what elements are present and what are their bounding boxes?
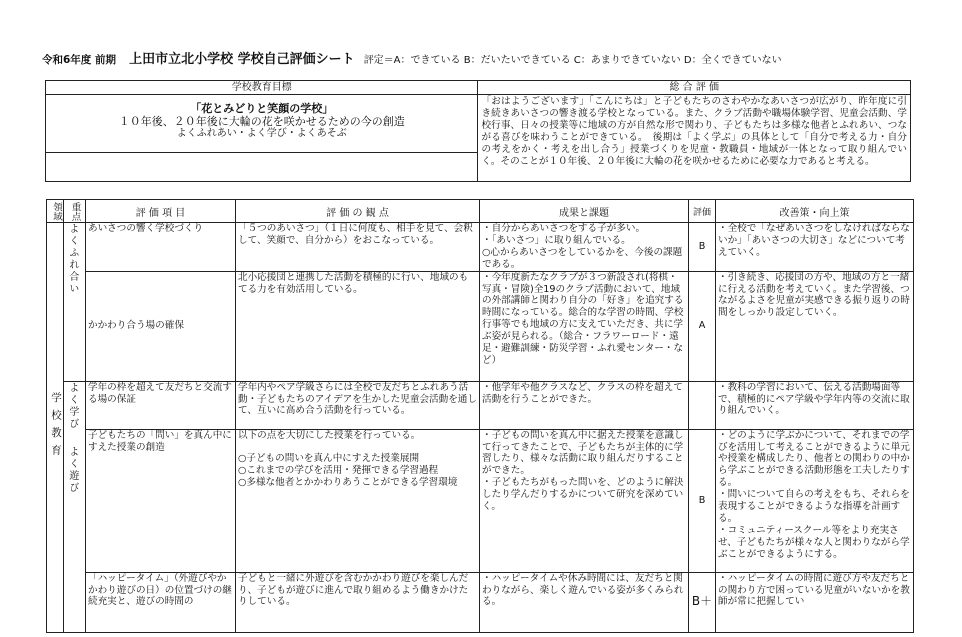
- grade-cell: B＋: [689, 572, 716, 632]
- improve-cell: ・全校で「なぜあいさつをしなければならないか」「あいさつの大切さ」などについて考えていく。: [716, 223, 914, 272]
- table-row: [47, 271, 914, 381]
- school-goal-cell: [46, 95, 478, 153]
- result-cell: ・自分からあいさつをする子が多い。 ・「あいさつ」に取り組んでいる。 ○心からあいさつをしているかを、今後の課題である。: [480, 223, 689, 272]
- grade-cell: A: [689, 271, 716, 381]
- improve-cell: ・引き続き、応援団の方や、地域の方と一緒に行える活動を考えていく。また学習後、つながるよさを児童が実感できる振り返りの時間をしっかり設定していく。: [716, 271, 914, 381]
- goal-evaluation-table: [45, 80, 911, 182]
- viewpoint-cell: 北小応援団と連携した活動を積極的に行い、地域のもてる力を有効活用している。: [236, 271, 480, 381]
- improve-cell: ・ハッピータイムの時間に遊び方や友だちとの関わり方で困っている児童がいないかを教師が常に把握してい: [716, 572, 914, 632]
- result-cell: ・他学年や他クラスなど、クラスの枠を超えて活動を行うことができた。: [480, 381, 689, 429]
- school-motto-sub: １０年後、２０年後に大輪の花を咲かせるための今の創造: [118, 114, 405, 128]
- overall-eval-header: 総 合 評 価: [478, 81, 911, 95]
- evaluation-table: [46, 199, 914, 633]
- focus-cell-2: [64, 381, 86, 632]
- grade-cell: B: [689, 223, 716, 272]
- improve-cell: ・どのように学ぶかについて、それまでの学びを活用して考えることができるように単元や授業を構成したり、他者との関わりの中から学ぶことができる活動形態を工夫したりする。 ・問いについて自らの考えをもち、それらを表現することができるような指導を計画する。 ・コミュニティースクール等をより充実させ、子どもたちが様々な人と関わりながら学ぶことができるようにする。: [716, 429, 914, 572]
- focus-label-2b: よく遊び: [66, 445, 78, 494]
- focus-label-1: よくふれ合い: [66, 223, 78, 295]
- item-header: 評 価 項 目: [86, 200, 236, 223]
- item-cell: かかわり合う場の確保: [86, 271, 236, 381]
- viewpoint-header: 評 価 の 観 点: [236, 200, 480, 223]
- grade-header: 評価: [689, 200, 716, 223]
- goal-blank-cell: [46, 153, 478, 182]
- viewpoint-cell: 「５つのあいさつ」（１日に何度も、相手を見て、会釈して、笑顔で、自分から）をおこなっている。: [236, 223, 480, 272]
- table-row: [47, 429, 914, 572]
- focus-cell-1: [64, 223, 86, 382]
- viewpoint-cell: 子どもと一緒に外遊びを含むかかわり遊びを楽しんだり、子どもが遊びに進んで取り組めるよう働きかけたりしている。: [236, 572, 480, 632]
- result-cell: ・子どもの問いを真ん中に据えた授業を意識して行ってきたことで、子どもたちが主体的に学習したり、様々な活動に取り組んだりすることができた。 ・子どもたちがもった問いを、どのように解決したり学んだりするかについて研究を深めていく。: [480, 429, 689, 572]
- focus-header: 重点: [64, 200, 86, 223]
- improve-cell: ・教科の学習において、伝える活動場面等で、積極的にペア学級や学年内等の交流に取り組んでいく。: [716, 381, 914, 429]
- sheet-title: [42, 48, 942, 67]
- school-motto: 「花とみどりと笑顔の学校」: [190, 102, 334, 115]
- item-cell: 学年の枠を超えて友だちと交流する場の保証: [86, 381, 236, 429]
- grade-legend: 評定＝A：できている B：だいたいできている C：あまりできていない D：全くできていない: [363, 55, 782, 66]
- area-header: 領域: [47, 200, 64, 223]
- table-row: [47, 381, 914, 429]
- focus-label-2a: よく学び: [66, 381, 78, 430]
- table-row: [47, 223, 914, 272]
- area-label: 学校教育: [49, 392, 62, 463]
- item-cell: 子どもたちの「問い」を真ん中にすえた授業の創造: [86, 429, 236, 572]
- goal-header: 学校教育目標: [46, 81, 478, 95]
- result-header: 成果と課題: [480, 200, 689, 223]
- school-motto-keys: よくふれあい・よく学び・よくあそぶ: [176, 128, 347, 139]
- overall-eval-text: 「おはようございます」「こんにちは」と子どもたちのさわやかなあいさつが広がり、昨年度に引き続きあいさつの響き渡る学校となっている。また、クラブ活動や職場体験学習、児童会活動、学校行事、日々の授業等に地域の方が自然な形で関わり、子どもたちは多様な他者とふれあい、つながる喜びを味わうことができている。 後期は「よく学ぶ」の具体として「自分で考える力・自分の考えをかく・考えを出し合う」授業づくりを児童・教職員・地域が一体となって取り組んでいく。そのことが１０年後、２０年後に大輪の花を咲かせるために必要な力であると考える。: [478, 95, 911, 182]
- result-cell: ・今年度新たなクラブが３つ新設され(将棋・写真・冒険)全19のクラブ活動において、地域の外部講師と関わり自分の「好き」を追究する時間になっている。総合的な学習の時間、学校行事等でも地域の方に支えていただき、共に学ぶ姿が見られる。（総合・フラワーロード・遠足・避難訓練・防災学習・ふれ愛センター・など）: [480, 271, 689, 381]
- viewpoint-cell: 学年内やペア学級さらには全校で友だちとふれあう活動・子どもたちのアイデアを生かした児童会活動を通して、互いに高め合う活動を行っている。: [236, 381, 480, 429]
- school-title: 上田市立北小学校 学校自己評価シート: [129, 52, 355, 67]
- area-cell: [47, 223, 64, 633]
- grade-cell: [689, 381, 716, 429]
- viewpoint-cell: 以下の点を大切にした授業を行っている。 ○子どもの問いを真ん中にすえた授業展開 ○これまでの学びを活用・発揮できる学習過程 ○多様な他者とかかわりあうことができる学習環境: [236, 429, 480, 572]
- improve-header: 改善策・向上策: [716, 200, 914, 223]
- term-label: 令和6年度 前期: [42, 54, 116, 66]
- result-cell: ・ハッピータイムや休み時間には、友だちと関わりながら、楽しく遊んでいる姿が多くみられる。: [480, 572, 689, 632]
- item-cell: 「ハッピータイム」（外遊びやかかわり遊びの日）の位置づけの継続充実と、遊びの時間の: [86, 572, 236, 632]
- table-row: [47, 572, 914, 632]
- item-cell: あいさつの響く学校づくり: [86, 223, 236, 272]
- grade-cell: B: [689, 429, 716, 572]
